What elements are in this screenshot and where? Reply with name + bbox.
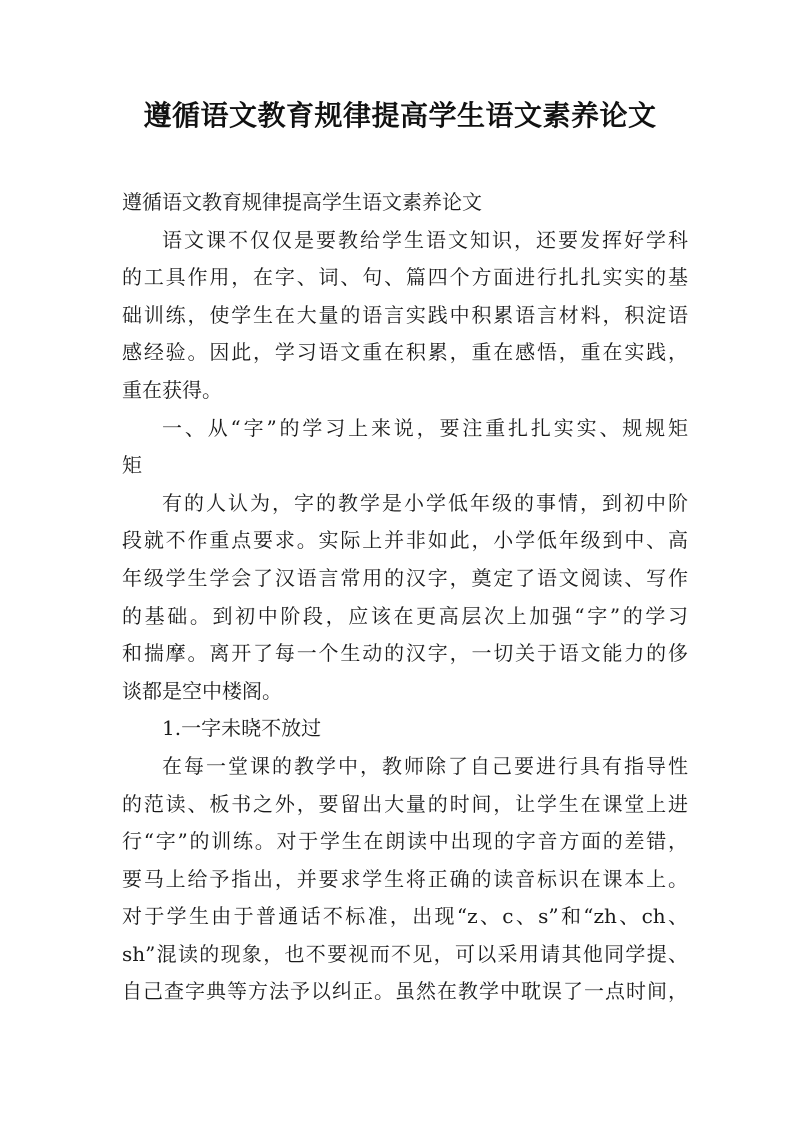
body-line: 要马上给予指出，并要求学生将正确的读音标识在课本上。 [122, 866, 688, 891]
body-line: 段就不作重点要求。实际上并非如此，小学低年级到中、高 [122, 528, 688, 553]
body-line: 行“字”的训练。对于学生在朗读中出现的字音方面的差错， [122, 829, 688, 854]
body-line: 语文课不仅仅是要教给学生语文知识，还要发挥好学科 [162, 227, 688, 252]
body-line: 年级学生学会了汉语言常用的汉字，奠定了语文阅读、写作 [122, 565, 688, 590]
body-line: 遵循语文教育规律提高学生语文素养论文 [122, 190, 482, 214]
body-line: 础训练，使学生在大量的语言实践中积累语言材料，积淀语 [122, 302, 688, 327]
body-line: 的范读、板书之外，要留出大量的时间，让学生在课堂上进 [122, 791, 688, 816]
body-line: 在每一堂课的教学中，教师除了自己要进行具有指导性 [162, 753, 688, 778]
body-line: 有的人认为，字的教学是小学低年级的事情，到初中阶 [162, 490, 688, 515]
body-line: 的工具作用，在字、词、句、篇四个方面进行扎扎实实的基 [122, 265, 688, 290]
body-line: 对于学生由于普通话不标准，出现“z、c、s”和“zh、ch、 [122, 904, 688, 929]
body-line: 一、从“字”的学习上来说，要注重扎扎实实、规规矩 [162, 415, 688, 440]
body-line: 矩 [122, 453, 142, 478]
body-line: 1.一字未晓不放过 [162, 716, 322, 741]
body-line: 和揣摩。离开了每一个生动的汉字，一切关于语文能力的侈 [122, 641, 688, 666]
body-line: 重在获得。 [122, 377, 222, 402]
body-line: sh”混读的现象，也不要视而不见，可以采用请其他同学提、 [122, 941, 688, 966]
document-title: 遵循语文教育规律提高学生语文素养论文 [143, 99, 657, 132]
body-line: 谈都是空中楼阁。 [122, 678, 282, 703]
document-body [122, 184, 688, 1011]
body-line: 自己查字典等方法予以纠正。虽然在教学中耽误了一点时间， [122, 979, 688, 1004]
body-line: 的基础。到初中阶段，应该在更高层次上加强“字”的学习 [122, 603, 688, 628]
body-line: 感经验。因此，学习语文重在积累，重在感悟，重在实践， [122, 340, 688, 365]
